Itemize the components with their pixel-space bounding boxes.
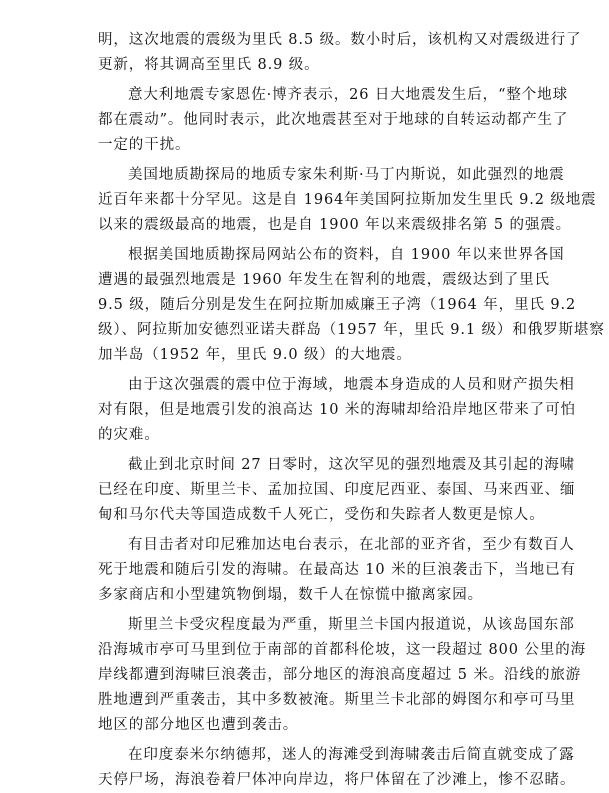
paragraph-casualties	[98, 453, 576, 528]
text-line: 9.5 级，随后分别是发生在阿拉斯加威廉王子湾（1964 年，里氏 9.2	[98, 297, 577, 313]
text-line: 加半岛（1952 年，里氏 9.0 级）的大地震。	[98, 347, 412, 363]
text-line: 沿海城市亭可马里到位于南部的首都科伦坡，这一段超过 800 公里的海	[98, 642, 586, 658]
text-line: 有目击者对印尼雅加达电台表示，在北部的亚齐省，至少有数百人	[128, 537, 575, 553]
text-line: 死于地震和随后引发的海啸。在最高达 10 米的巨浪袭击下，当地已有	[98, 562, 576, 578]
text-line: 更新，将其调高至里氏 8.9 级。	[98, 57, 320, 73]
text-line: 对有限，但是地震引发的浪高达 10 米的海啸却给沿岸地区带来了可怕	[98, 402, 576, 418]
text-line: 明，这次地震的震级为里氏 8.5 级。数小时后，该机构又对震级进行了	[98, 32, 582, 48]
text-line: 在印度泰米尔纳德邦，迷人的海滩受到海啸袭击后简直就变成了露	[128, 747, 575, 763]
text-line: 已经在印度、斯里兰卡、孟加拉国、印度尼西亚、泰国、马来西亚、缅	[98, 482, 576, 498]
text-line: 的灾难。	[98, 427, 160, 443]
text-line: 多家商店和小型建筑物倒塌，数千人在惊慌中撤离家园。	[98, 587, 483, 603]
paragraph-italian-expert	[98, 83, 569, 158]
text-line: 甸和马尔代夫等国造成数千人死亡，受伤和失踪者人数更是惊人。	[98, 507, 545, 523]
text-line: 一定的干扰。	[98, 137, 191, 153]
text-line: 地区的部分地区也遭到袭击。	[98, 717, 299, 733]
text-line: 近百年来都十分罕见。这是自 1964年美国阿拉斯加发生里氏 9.2 级地震	[98, 192, 597, 208]
text-line: 胜地遭到严重袭击，其中多数被淹。斯里兰卡北部的姆图尔和亭可马里	[98, 692, 576, 708]
text-line: 截止到北京时间 27 日零时，这次罕见的强烈地震及其引起的海啸	[128, 457, 576, 473]
text-line: 天停尸场，海浪卷着尸体冲向岸边，将尸体留在了沙滩上，惨不忍睹。	[98, 772, 576, 788]
paragraph-sri-lanka	[98, 613, 586, 738]
text-line: 级）、阿拉斯加安德烈亚诺夫群岛（1957 年，里氏 9.1 级）和俄罗斯堪察	[98, 322, 605, 338]
text-line: 根据美国地质勘探局网站公布的资料，自 1900 年以来世界各国	[128, 247, 565, 263]
text-line: 斯里兰卡受灾程度最为严重，斯里兰卡国内报道说，从该岛国东部	[128, 617, 575, 633]
text-line: 由于这次强震的震中位于海域，地震本身造成的人员和财产损失相	[128, 377, 575, 393]
paragraph-tsunami-disaster	[98, 373, 576, 448]
paragraph-usgs-expert	[98, 163, 597, 238]
text-line: 都在震动”。他同时表示，此次地震甚至对于地球的自转运动都产生了	[98, 112, 569, 128]
paragraph-witness-aceh	[98, 533, 576, 608]
text-line: 遭遇的最强烈地震是 1960 年发生在智利的地震，震级达到了里氏	[98, 272, 550, 288]
text-line: 意大利地震专家恩佐·博齐表示，26 日大地震发生后，“整个地球	[128, 87, 568, 103]
text-line: 岸线都遭到海啸巨浪袭击，部分地区的海浪高度超过 5 米。沿线的旅游	[98, 667, 582, 683]
document-page	[98, 28, 605, 793]
text-line: 以来的震级最高的地震，也是自 1900 年以来震级排名第 5 的强震。	[98, 217, 572, 233]
text-line: 美国地质勘探局的地质专家朱利斯·马丁内斯说，如此强烈的地震	[128, 167, 565, 183]
paragraph-magnitude-update	[98, 28, 582, 78]
paragraph-strongest-earthquakes	[98, 243, 605, 368]
paragraph-tamil-nadu	[98, 743, 576, 793]
